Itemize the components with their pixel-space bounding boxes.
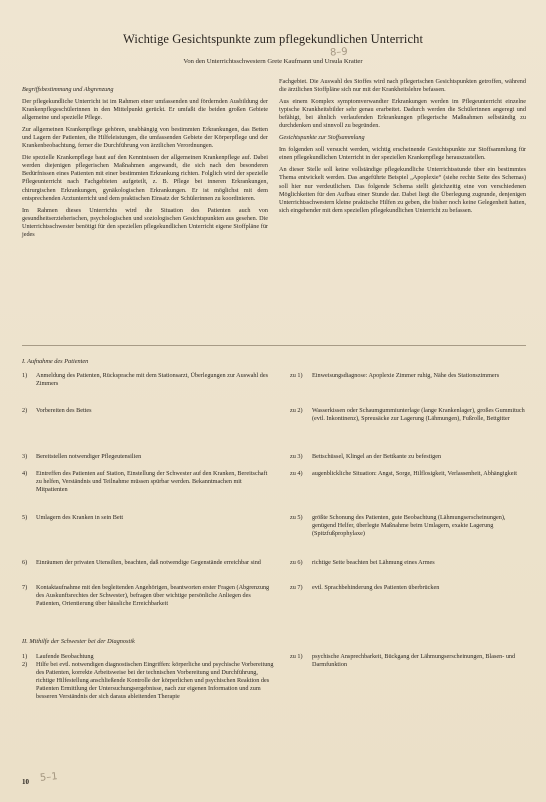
schema-row <box>22 514 532 548</box>
paragraph: Fachgebiet. Die Auswahl des Stoffes wird nach pflegerischen Gesichtspunkten getroffen, während die ärztlichen Stoffpläne sich nur mit der Krankheitslehre befassen. <box>279 78 526 94</box>
item-number: 5) <box>22 514 28 521</box>
paragraph: Im Rahmen dieses Unterrichts wird die Situation des Patienten auch von gesundheitserzieherischen, psychologischen und soziologischen Gesichtspunkten aus gesehen. Die Unterrichtsschwester benötigt für den speziellen pflegekundlichen Unterricht eigene Stoffpläne für jedes <box>22 206 268 238</box>
item-text: psychische Ansprechbarkeit, Bückgang der Lähmungserscheinungen, Blasen- und Darmfunktion <box>312 653 516 669</box>
left-text-column <box>22 86 268 243</box>
section-heading-definition: Begriffsbestimmung und Abgrenzung <box>22 86 114 93</box>
item-text: Bereitstellen notwendiger Pflegeutensilien <box>36 453 142 460</box>
page-number: 10 <box>22 778 29 786</box>
item-number: 4) <box>22 470 28 477</box>
authors-line: Von den Unterrichtsschwestern Grete Kaufmann und Ursula Kratter <box>183 58 363 65</box>
paragraph: Zur allgemeinen Krankenpflege gehören, unabhängig von bestimmten Erkrankungen, das Betten und Lagern der Patienten, die Hilfeleistungen, die umfassenden Gebiete der Körperpflege und der Krankenbeobachtung, ferner die Durchführung von ärztlichen Verordnungen. <box>22 126 268 150</box>
item-number: zu 7) <box>290 584 303 591</box>
handwritten-mark: 8–9 <box>329 46 349 59</box>
page-title: Wichtige Gesichtspunkte zum pflegekundlichen Unterricht <box>122 32 424 46</box>
schema-row <box>22 559 532 577</box>
item-text: Vorbereiten des Bettes <box>36 407 92 414</box>
schema-row <box>22 661 532 737</box>
item-number: 7) <box>22 584 28 591</box>
item-number: 6) <box>22 559 28 566</box>
item-number: 2) <box>22 661 28 668</box>
item-text: Einräumen der privaten Utensilien, beachten, daß notwendige Gegenstände erreichbar sind <box>36 559 261 566</box>
item-text: evtl. Sprachbehinderung des Patienten überbrücken <box>312 584 440 591</box>
paragraph: Im folgenden soll versucht werden, wichtig erscheinende Gesichtspunkte zur Stoffsammlung für einen pflegekundlichen Unterricht in der speziellen Krankenpflege herauszustellen. <box>279 146 526 162</box>
paragraph: Der pflegekundliche Unterricht ist im Rahmen einer umfassenden und fördernden Ausbildung der Krankenpflegeschülerinnen in den Mittelpunkt gerückt. Er umfaßt die beiden großen Gebiete allgemeine und spezielle Pflege. <box>22 98 268 122</box>
schema-row <box>22 453 532 463</box>
item-text: Hilfe bei evtl. notwendigen diagnostischen Eingriffen: körperliche und psychische Vorbereitung des Patienten, korrekte Arbeitsweise bei der technischen Vorbereitung und Durchführung, richtige Hilfestellung anschließende Kontrolle der körperlichen und psychischen Reaktion des Patienten Ermittlung der Untersuchungsergebnisse, nach zur eigenen Information und zum besseren Verständnis der sich daraus ableitenden Therapie <box>36 661 274 701</box>
item-number: 1) <box>22 653 28 660</box>
paragraph: Die spezielle Krankenpflege baut auf den Kenntnissen der allgemeinen Krankenpflege auf. Dabei werden diejenigen pflegerischen Maßnahmen angewandt, die sich nach den besonderen Bedürfnissen eines Patienten mit einer bestimmten Erkrankung richten. Folglich wird der spezielle Pflegeunterricht nach Fachgebieten aufgeteilt, z. B. Pflege bei inneren Erkrankungen, chirurgischen Erkrankungen, gynäkologischen Erkrankungen. Er ist möglichst mit dem entsprechenden Arztunterricht und dem praktischen Einsatz der Schülerinnen zu koordinieren. <box>22 154 268 202</box>
item-text: Umlagern des Kranken in sein Bett <box>36 514 124 521</box>
item-number: zu 6) <box>290 559 303 566</box>
item-text: Einweisungsdiagnose: Apoplexie Zimmer ruhig, Nähe des Stationszimmers <box>312 372 500 379</box>
item-number: zu 4) <box>290 470 303 477</box>
item-text: größte Schonung des Patienten, gute Beobachtung (Lähmungserscheinungen), genügend Helfer, überlegte Maßnahme beim Umlagern, exakte Lagerung (Spitzfußprophylaxe) <box>312 514 506 538</box>
schema-row <box>22 584 532 626</box>
item-text: augenblickliche Situation: Angst, Sorge, Hilflosigkeit, Verlassenheit, Abhängigkeit <box>312 470 517 477</box>
paragraph: An dieser Stelle soll keine vollständige pflegekundliche Unterrichtsstunde über ein bestimmtes Thema entwickelt werden. Das angeführte Beispiel „Apoplexie“ (siehe rechte Seite des Schemas) soll hier nur verdeutlichen. Das folgende Schema stellt gleichzeitig eine von verschiedenen Möglichkeiten für den Aufbau einer Stunde dar. Dabei liegt die Überlegung zugrunde, denjenigen Unterrichtsschwestern kleine praktische Hilfen zu geben, die bisher noch keine Gelegenheit hatten, sich eingehender mit dem speziellen pflegekundlichen Unterricht zu befassen. <box>279 166 526 214</box>
paragraph: Aus einem Komplex symptomverwandter Erkrankungen werden im Pflegeunterricht einzelne typische Krankheitsbilder sehr genau erarbeitet. Dadurch werden die Schülerinnen angeregt und befähigt, bei ähnlich verlaufenden Erkrankungen pflegerische Maßnahmen selbständig zu durchdenken und sinnvoll zu begründen. <box>279 98 526 130</box>
item-text: Bettschüssel, Klingel an der Bettkante zu befestigen <box>312 453 442 460</box>
section-heading-collection: Gesichtspunkte zur Stoffsammlung <box>279 134 365 142</box>
item-number: 2) <box>22 407 28 414</box>
schema-row <box>22 372 532 398</box>
schema-section-heading: II. Mithilfe der Schwester bei der Diagnostik <box>22 638 135 645</box>
item-number: 3) <box>22 453 28 460</box>
item-text: Wasserkissen oder Schaumgummiunterlage (lange Krankenlager), großes Gummituch (evtl. Inkontinenz), Spreusäcke zur Lagerung (Lähmungen), Fußrolle, Bettgitter <box>312 407 525 423</box>
schema-row <box>22 470 532 504</box>
handwritten-mark: 5–1 <box>39 771 59 784</box>
item-number: zu 1) <box>290 653 303 660</box>
item-text: Eintreffen des Patienten auf Station, Einstellung der Schwester auf den Kranken, Bereitschaft zu helfen, Verständnis und Teilnahme müssen spürbar werden. Bekanntmachen mit Mitpatienten <box>36 470 268 494</box>
schema-row <box>22 407 532 449</box>
item-number: zu 2) <box>290 407 303 414</box>
item-text: Kontaktaufnahme mit den begleitenden Angehörigen, beantworten erster Fragen (Abgrenzung des Auskunftsrechtes der Schwester), befragen über wichtige persönliche Anliegen des Patienten, Orientierung über häusliche Erreichbarkeit <box>36 584 270 608</box>
item-number: 1) <box>22 372 28 379</box>
item-number: zu 3) <box>290 453 303 460</box>
item-text: Laufende Beobachtung <box>36 653 94 660</box>
item-number: zu 5) <box>290 514 303 521</box>
right-text-column <box>279 78 526 219</box>
item-number: zu 1) <box>290 372 303 379</box>
separator-line <box>22 345 526 346</box>
item-text: Anmeldung des Patienten, Rücksprache mit dem Stationsarzt, Überlegungen zur Auswahl des Zimmers <box>36 372 268 388</box>
schema-section-heading: I. Aufnahme des Patienten <box>22 358 89 365</box>
item-text: richtige Seite beachten bei Lähmung eines Armes <box>312 559 435 566</box>
